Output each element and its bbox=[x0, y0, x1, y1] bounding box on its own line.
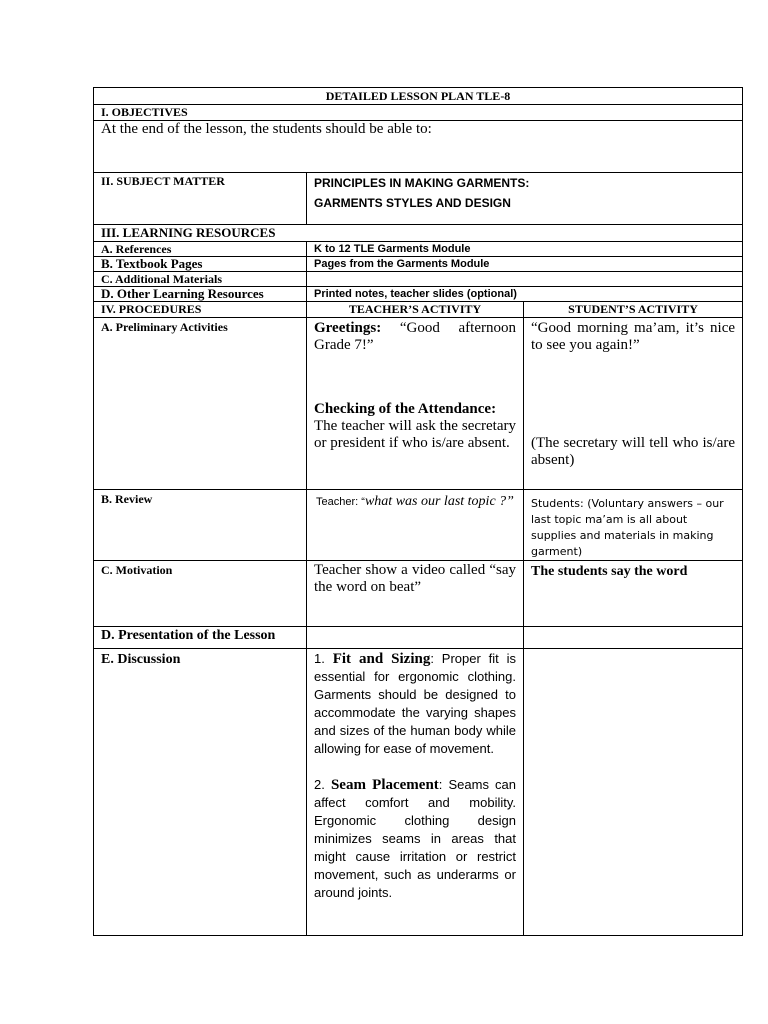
greetings-text bbox=[314, 320, 516, 354]
resource-value: Printed notes, teacher slides (optional) bbox=[307, 287, 743, 302]
item-heading: Seam Placement bbox=[330, 777, 439, 793]
presentation-teacher-cell bbox=[307, 627, 524, 649]
document-title: DETAILED LESSON PLAN TLE-8 bbox=[94, 88, 743, 105]
objectives-heading-row bbox=[94, 105, 743, 121]
resource-row-references bbox=[94, 242, 743, 257]
motivation-label: C. Motivation bbox=[94, 561, 307, 627]
discussion-teacher-cell bbox=[307, 649, 524, 936]
discussion-row bbox=[94, 649, 743, 936]
motivation-row bbox=[94, 561, 743, 627]
student-greeting: “Good morning ma’am, it’s nice to see you again!” bbox=[531, 320, 736, 353]
objectives-heading: I. OBJECTIVES bbox=[94, 105, 743, 121]
resource-row-textbook bbox=[94, 257, 743, 272]
review-student-cell: Students: (Voluntary answers – our last topic ma’am is all about supplies and materials in making garment) bbox=[524, 490, 743, 561]
objectives-row bbox=[94, 121, 743, 173]
lesson-plan-document bbox=[93, 87, 742, 936]
motivation-student-cell: The students say the word bbox=[524, 561, 743, 627]
motivation-teacher-cell: Teacher show a video called “say the word on beat” bbox=[307, 561, 524, 627]
resource-label: D. Other Learning Resources bbox=[94, 287, 307, 302]
attendance-heading: Checking of the Attendance: bbox=[314, 401, 497, 417]
objectives-text: At the end of the lesson, the students should be able to: bbox=[94, 121, 743, 173]
resource-row-other bbox=[94, 287, 743, 302]
resources-heading: III. LEARNING RESOURCES bbox=[94, 225, 743, 242]
subject-matter-row bbox=[94, 173, 743, 225]
lesson-plan-table bbox=[93, 87, 743, 936]
item-number: 1. bbox=[314, 651, 333, 666]
resource-label: C. Additional Materials bbox=[94, 272, 307, 287]
resource-value: Pages from the Garments Module bbox=[307, 257, 743, 272]
procedures-header-row bbox=[94, 302, 743, 318]
preliminary-row bbox=[94, 318, 743, 490]
discussion-item-seam-placement bbox=[314, 776, 516, 902]
review-teacher-cell bbox=[307, 490, 524, 561]
item-text: : Proper fit is essential for ergonomic clothing. Garments should be designed to accommodate the varying shapes and sizes of the human body while allowing for ease of movement. bbox=[314, 651, 516, 756]
subject-matter-value bbox=[307, 173, 743, 225]
resource-label: A. References bbox=[94, 242, 307, 257]
greetings-heading: Greetings: bbox=[314, 320, 382, 336]
subject-matter-heading: II. SUBJECT MATTER bbox=[94, 173, 307, 225]
resource-row-additional bbox=[94, 272, 743, 287]
review-row bbox=[94, 490, 743, 561]
student-activity-header: STUDENT’S ACTIVITY bbox=[524, 302, 743, 318]
review-teacher-prefix: Teacher: “ bbox=[316, 496, 365, 508]
presentation-label: D. Presentation of the Lesson bbox=[94, 627, 307, 649]
item-text: : Seams can affect comfort and mobility. Ergonomic clothing design minimizes seams in areas that might cause irritation or restrict movement, such as underarms or around joints. bbox=[314, 777, 516, 900]
preliminary-label: A. Preliminary Activities bbox=[94, 318, 307, 490]
greetings-quote: “Good afternoon Grade 7!” bbox=[314, 320, 516, 353]
discussion-label: E. Discussion bbox=[94, 649, 307, 936]
presentation-student-cell bbox=[524, 627, 743, 649]
title-row bbox=[94, 88, 743, 105]
item-heading: Fit and Sizing bbox=[332, 651, 431, 667]
attendance-text: The teacher will ask the secretary or president if who is/are absent. bbox=[314, 418, 516, 451]
procedures-heading: IV. PROCEDURES bbox=[94, 302, 307, 318]
review-label: B. Review bbox=[94, 490, 307, 561]
discussion-item-fit-sizing bbox=[314, 650, 516, 758]
preliminary-student-cell bbox=[524, 318, 743, 490]
resource-label: B. Textbook Pages bbox=[94, 257, 307, 272]
review-teacher-quote: what was our last topic ?” bbox=[364, 494, 514, 509]
preliminary-teacher-cell bbox=[307, 318, 524, 490]
presentation-row bbox=[94, 627, 743, 649]
subject-line-2: GARMENTS STYLES AND DESIGN bbox=[314, 196, 511, 210]
teacher-activity-header: TEACHER’S ACTIVITY bbox=[307, 302, 524, 318]
resource-value bbox=[307, 272, 743, 287]
student-attendance: (The secretary will tell who is/are absent) bbox=[531, 435, 736, 468]
item-number: 2. bbox=[314, 777, 331, 792]
resource-value: K to 12 TLE Garments Module bbox=[307, 242, 743, 257]
resources-heading-row bbox=[94, 225, 743, 242]
discussion-student-cell bbox=[524, 649, 743, 936]
subject-line-1: PRINCIPLES IN MAKING GARMENTS: bbox=[314, 176, 530, 190]
